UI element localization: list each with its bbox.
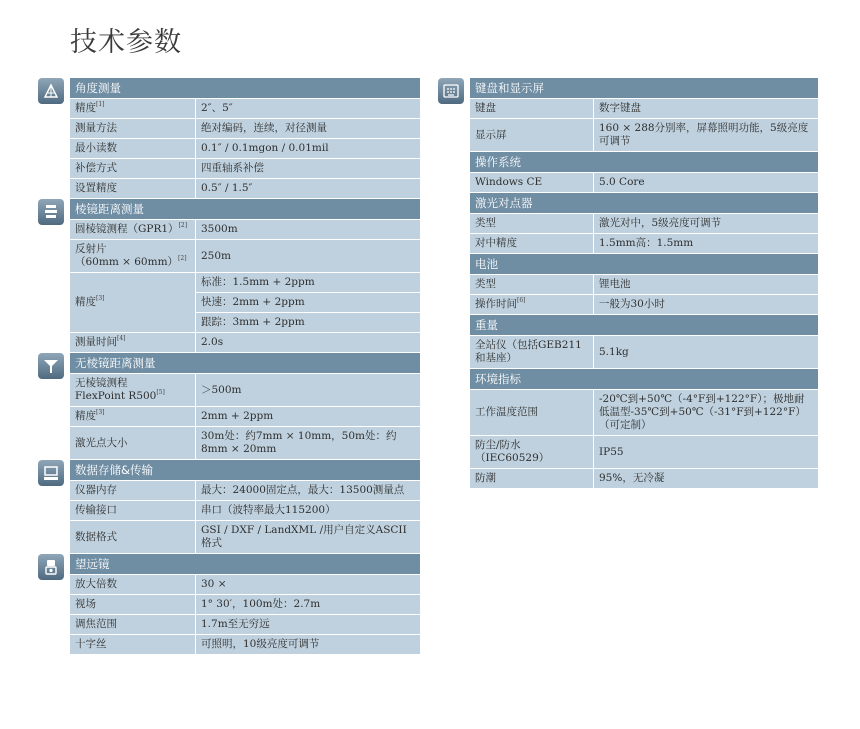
spec-value: 95%，无冷凝 — [594, 469, 818, 488]
spec-label: 无棱镜测程 FlexPoint R500[5] — [70, 374, 196, 406]
spec-value: 2.0s — [196, 333, 420, 352]
spec-value: GSI / DXF / LandXML /用户自定义ASCII格式 — [196, 521, 420, 553]
section-os — [438, 152, 818, 193]
table-row — [470, 336, 818, 368]
spec-label: 精度[3] — [70, 273, 196, 332]
spec-label: 设置精度 — [70, 179, 196, 198]
spec-value: 绝对编码，连续，对径测量 — [196, 119, 420, 138]
left-column — [38, 78, 420, 655]
spec-value: 串口（波特率最大115200） — [196, 501, 420, 520]
table-row — [470, 214, 818, 233]
spec-value: 30 × — [196, 575, 420, 594]
table-row — [70, 635, 420, 654]
table-row — [70, 119, 420, 138]
table-row — [470, 469, 818, 488]
spec-label: 全站仪（包括GEB211和基座） — [470, 336, 594, 368]
spec-value: 5.1kg — [594, 336, 818, 368]
section-angle-measurement — [38, 78, 420, 199]
section-header: 操作系统 — [470, 152, 818, 172]
section-data-storage — [38, 460, 420, 554]
spec-value: IP55 — [594, 436, 818, 468]
spec-label: 防尘/防水（IEC60529） — [470, 436, 594, 468]
spec-label: 反射片 （60mm × 60mm）[2] — [70, 240, 196, 272]
spec-label: 调焦范围 — [70, 615, 196, 634]
spec-label: 操作时间[6] — [470, 295, 594, 314]
table-row — [470, 295, 818, 314]
section-header: 环境指标 — [470, 369, 818, 389]
table-row — [70, 615, 420, 634]
spec-value: 250m — [196, 240, 420, 272]
table-row — [70, 575, 420, 594]
spec-value: 0.5″ / 1.5″ — [196, 179, 420, 198]
spec-value: 锂电池 — [594, 275, 818, 294]
spec-value: 1.5mm高：1.5mm — [594, 234, 818, 253]
spec-table — [70, 98, 420, 199]
spec-label: 补偿方式 — [70, 159, 196, 178]
spec-value: ＞500m — [196, 374, 420, 406]
table-row — [470, 234, 818, 253]
spec-table — [470, 335, 818, 369]
spec-table — [470, 274, 818, 315]
section-keyboard-display — [438, 78, 818, 152]
section-telescope — [38, 554, 420, 655]
spec-label: 最小读数 — [70, 139, 196, 158]
section-header: 电池 — [470, 254, 818, 274]
right-column — [438, 78, 818, 489]
table-row — [70, 99, 420, 118]
spec-value: 160 × 288分别率，屏幕照明功能，5级亮度可调节 — [594, 119, 818, 151]
spec-value: 1° 30′，100m处：2.7m — [196, 595, 420, 614]
spec-value: 1.7m至无穷远 — [196, 615, 420, 634]
spec-value: 2mm + 2ppm — [196, 407, 420, 426]
spec-value: 0.1″ / 0.1mgon / 0.01mil — [196, 139, 420, 158]
spec-label: 类型 — [470, 214, 594, 233]
spec-value: 2″、5″ — [196, 99, 420, 118]
table-row — [70, 374, 420, 406]
table-row — [470, 173, 818, 192]
section-weight — [438, 315, 818, 369]
spec-label: 测量方法 — [70, 119, 196, 138]
spec-label: 激光点大小 — [70, 427, 196, 459]
page-title: 技术参数 — [70, 27, 182, 58]
spec-label: 对中精度 — [470, 234, 594, 253]
spec-label: 传输接口 — [70, 501, 196, 520]
laser-beam-icon — [38, 353, 64, 379]
spec-label: 键盘 — [470, 99, 594, 118]
section-environment — [438, 369, 818, 489]
spec-table — [470, 389, 818, 489]
table-row — [470, 119, 818, 151]
spec-table — [470, 213, 818, 254]
spec-value: 快速：2mm + 2ppm — [196, 293, 420, 312]
table-row — [70, 595, 420, 614]
spec-label: 显示屏 — [470, 119, 594, 151]
spec-table — [70, 219, 420, 353]
table-row — [70, 333, 420, 352]
spec-value: 5.0 Core — [594, 173, 818, 192]
spec-label: 数据格式 — [70, 521, 196, 553]
spec-label: 圆棱镜测程（GPR1）[2] — [70, 220, 196, 239]
spec-value: 可照明，10级亮度可调节 — [196, 635, 420, 654]
table-row — [70, 407, 420, 426]
table-row — [70, 273, 420, 292]
spec-value: 30m处：约7mm × 10mm，50m处：约8mm × 20mm — [196, 427, 420, 459]
table-row — [70, 179, 420, 198]
spec-label: 精度[1] — [70, 99, 196, 118]
keyboard-icon — [438, 78, 464, 104]
section-header: 角度测量 — [70, 78, 420, 98]
spec-value: 一般为30小时 — [594, 295, 818, 314]
section-reflectorless-distance — [38, 353, 420, 460]
table-row — [470, 99, 818, 118]
table-row — [70, 427, 420, 459]
spec-value: 标准：1.5mm + 2ppm — [196, 273, 420, 292]
spec-value: 最大：24000固定点，最大：13500测量点 — [196, 481, 420, 500]
spec-label: 仪器内存 — [70, 481, 196, 500]
theodolite-icon — [38, 78, 64, 104]
computer-icon — [38, 460, 64, 486]
section-laser-plummet — [438, 193, 818, 254]
table-row — [70, 159, 420, 178]
table-row — [470, 275, 818, 294]
section-header: 无棱镜距离测量 — [70, 353, 420, 373]
section-battery — [438, 254, 818, 315]
section-header: 键盘和显示屏 — [470, 78, 818, 98]
spec-label: 工作温度范围 — [470, 390, 594, 435]
section-header: 激光对点器 — [470, 193, 818, 213]
section-header: 数据存储&传输 — [70, 460, 420, 480]
spec-value: 激光对中，5级亮度可调节 — [594, 214, 818, 233]
spec-table — [70, 373, 420, 460]
spec-value: 数字键盘 — [594, 99, 818, 118]
table-row — [70, 240, 420, 272]
table-row — [470, 390, 818, 435]
table-row — [70, 139, 420, 158]
spec-label: 测量时间[4] — [70, 333, 196, 352]
spec-table — [470, 98, 818, 152]
spec-label: Windows CE — [470, 173, 594, 192]
spec-value: 3500m — [196, 220, 420, 239]
section-header: 重量 — [470, 315, 818, 335]
telescope-icon — [38, 554, 64, 580]
table-row — [70, 481, 420, 500]
spec-value: 跟踪：3mm + 2ppm — [196, 313, 420, 332]
spec-label: 放大倍数 — [70, 575, 196, 594]
table-row — [70, 220, 420, 239]
spec-table — [70, 574, 420, 655]
spec-table — [470, 172, 818, 193]
section-header: 棱镜距离测量 — [70, 199, 420, 219]
spec-value: 四重轴系补偿 — [196, 159, 420, 178]
spec-label: 类型 — [470, 275, 594, 294]
table-row — [70, 501, 420, 520]
spec-label: 精度[3] — [70, 407, 196, 426]
table-row — [470, 436, 818, 468]
section-prism-distance — [38, 199, 420, 353]
spec-table — [70, 480, 420, 554]
spec-label: 视场 — [70, 595, 196, 614]
section-header: 望远镜 — [70, 554, 420, 574]
spec-label: 防潮 — [470, 469, 594, 488]
spec-value: -20℃到+50℃（-4°F到+122°F）；极地耐低温型-35℃到+50℃（-31°F到+122°F）（可定制） — [594, 390, 818, 435]
prism-icon — [38, 199, 64, 225]
spec-label: 十字丝 — [70, 635, 196, 654]
table-row — [70, 521, 420, 553]
